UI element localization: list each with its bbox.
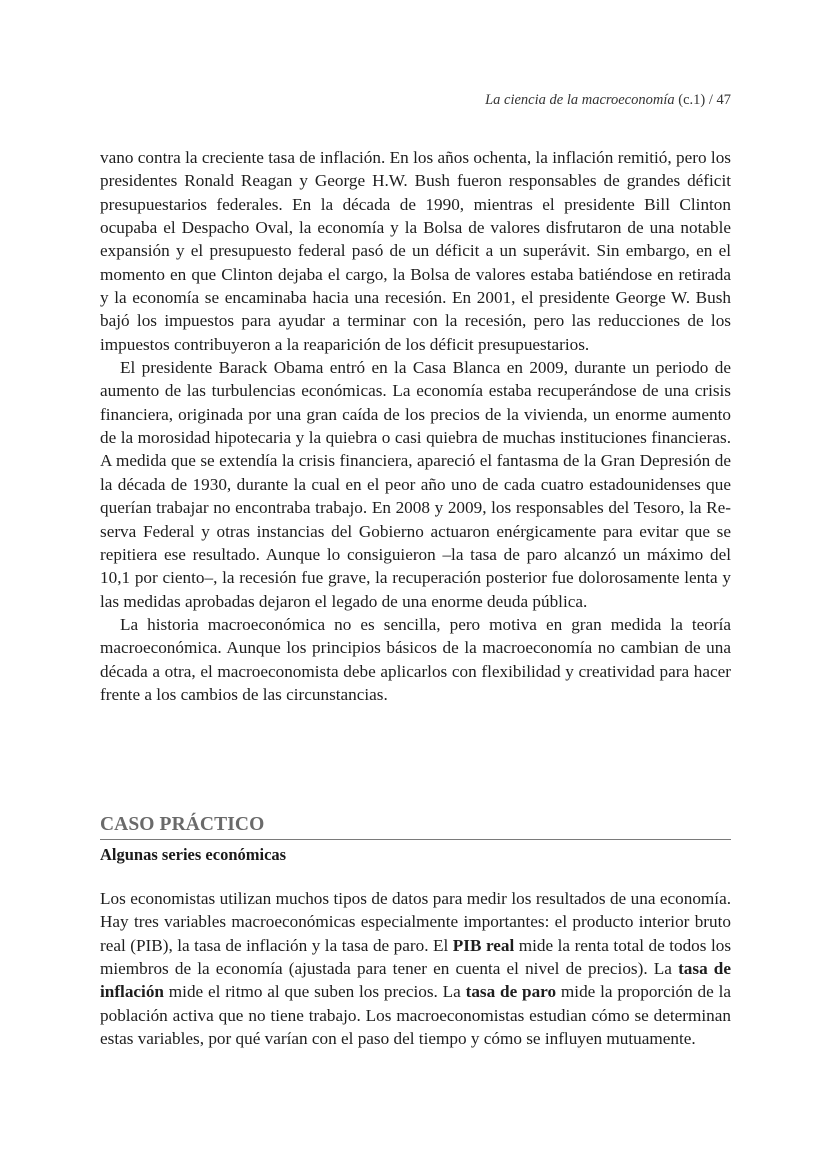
main-text bbox=[100, 146, 731, 706]
text-segment: mide la renta total de todos los miembros de la economía (ajustada para tener en cuenta el nivel de precios). La bbox=[100, 935, 732, 979]
key-term-pib-real: PIB real bbox=[452, 935, 515, 955]
paragraph-1: vano contra la creciente tasa de inflación. En los años ochenta, la inflación remitió, pero los presidentes Ronald Reagan y George H.W. Bush fueron responsables de grandes déficit presupuestarios federales. En la década de 1990, mientras el presidente Bill Clinton ocupaba el Despacho Oval, la economía y la Bolsa de valores disfrutaron de una notable expansión y el presupuesto federal pasó de un déficit a un superávit. Sin embargo, en el momento en que Clinton dejaba el cargo, la Bolsa de valores estaba batiéndose en retirada y la economía se encaminaba hacia una recesión. En 2001, el presidente George W. Bush bajó los impuestos para ayudar a terminar con la recesión, pero las reducciones de los impuestos contribuyeron a la reaparición de los déficit presupuestarios. bbox=[100, 148, 731, 354]
text-segment: mide el ritmo al que suben los precios. La bbox=[163, 982, 466, 1002]
key-term-tasa-inflacion: tasa de inflación bbox=[100, 959, 731, 1002]
paragraph-3: La historia macroeconómica no es sencilla, pero motiva en gran medida la teoría macroeconómica. Aunque los principios básicos de la macroeconomía no cambian de una década a otra, el macroeconomista debe aplicarlos con flexibilidad y creatividad para hacer frente a los cambios de las circunstancias. bbox=[100, 614, 731, 704]
text-segment: Los economistas utilizan muchos tipos de datos para medir los resultados de una economía. Hay tres variables macroeconómicas especialmente importantes: el producto interior bruto real (PIB), la tasa de inflación y la tasa de paro. El bbox=[100, 889, 731, 955]
case-study-subheading: Algunas series económicas bbox=[100, 845, 287, 864]
paragraph-2: El presidente Barack Obama entró en la Casa Blanca en 2009, durante un periodo de aumento de las turbulencias económicas. La economía estaba recuperándose de una crisis financiera, originada por una gran caída de los precios de la vivienda, un enorme aumento de la morosidad hipotecaria y la quiebra o casi quiebra de muchas instituciones financieras. A medida que se extendía la crisis financiera, apareció el fantasma de la Gran Depresión de la década de 1930, durante la cual en el peor año uno de cada cuatro estadounidenses que querían trabajar no encontraba trabajo. En 2008 y 2009, los responsables del Tesoro, la Reserva Federal y otras instancias del Gobierno actuaron enérgicamente para evitar que se repitiera ese resultado. Aunque lo consiguieron –la tasa de paro alcanzó un máximo del 10,1 por ciento–, la recesión fue grave, la recuperación posterior fue dolorosamente lenta y las medidas aprobadas dejaron el legado de una enorme deuda pública. bbox=[100, 358, 731, 611]
case-study-paragraph bbox=[100, 887, 731, 1050]
page-number: 47 bbox=[716, 92, 731, 108]
case-study-heading: CASO PRÁCTICO bbox=[100, 814, 731, 840]
running-head-chapter: (c.1) bbox=[678, 92, 706, 108]
case-study-text bbox=[100, 887, 731, 1050]
running-head-separator: / bbox=[708, 92, 713, 108]
running-head bbox=[485, 92, 731, 109]
text-segment: mide la proporción de la población activa que no tiene trabajo. Los macroeconomistas estudian cómo se determinan estas variables, por qué varían con el paso del tiempo y cómo se influyen mutuamente. bbox=[100, 982, 732, 1049]
key-term-tasa-paro: tasa de paro bbox=[465, 982, 557, 1002]
running-head-title: La ciencia de la macroeconomía bbox=[485, 92, 675, 108]
